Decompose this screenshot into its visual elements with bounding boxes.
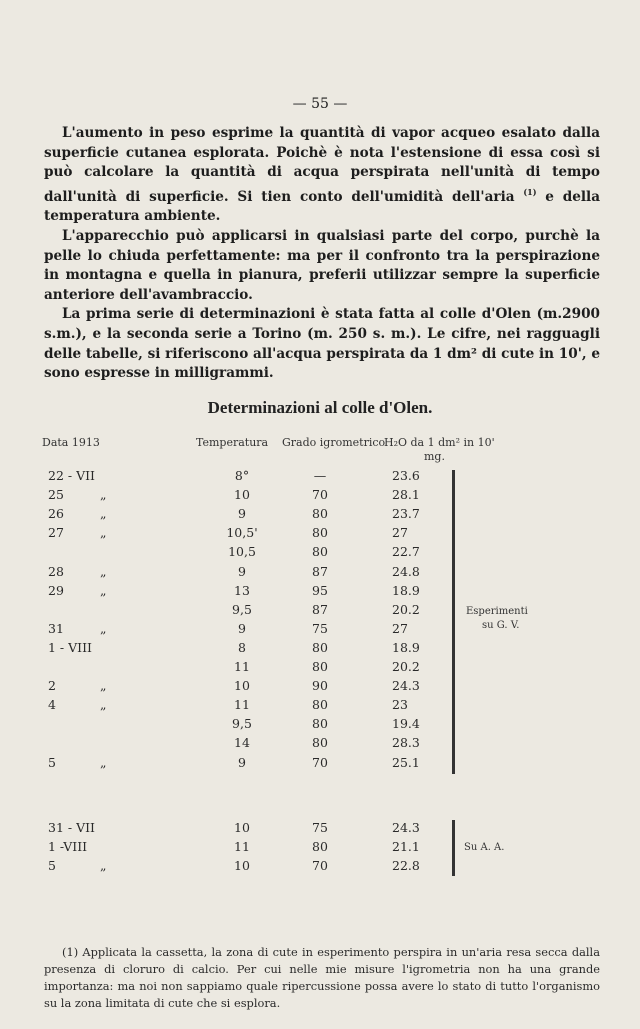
cell-date: 1 - VIII: [48, 639, 92, 655]
paragraph-1-tail: e della temperatura ambiente.: [44, 188, 601, 225]
cell-h2o: 23.7: [392, 506, 420, 522]
cell-h2o: 24.8: [392, 563, 420, 579]
cell-h2o: 20.2: [392, 659, 420, 674]
table-title: Determinazioni al colle d'Olen.: [207, 398, 433, 417]
table-row: [0, 564, 640, 583]
table-row: [0, 839, 640, 858]
brace-series-1: [452, 470, 455, 774]
cell-grado: 80: [312, 839, 328, 855]
table-row: [0, 506, 640, 525]
cell-h2o: 27: [392, 620, 408, 636]
cell-date: 22 - VII: [48, 468, 95, 483]
table-row: [0, 755, 640, 774]
cell-h2o: 23.6: [392, 468, 420, 483]
cell-ditto-mark: „: [100, 525, 107, 541]
header-date: Data 1913: [42, 436, 100, 449]
cell-grado: 80: [312, 639, 328, 655]
cell-temperature: 10: [234, 858, 250, 874]
cell-date: 28: [48, 563, 64, 579]
cell-temperature: 11: [234, 839, 250, 855]
footnote: [44, 944, 600, 1012]
page-number: — 55 —: [292, 96, 348, 112]
table-row: [0, 640, 640, 659]
cell-grado: 80: [312, 659, 328, 674]
brace-series-2: [452, 820, 455, 876]
cell-temperature: 9,5: [232, 601, 252, 617]
table-row: [0, 735, 640, 754]
cell-temperature: 8°: [234, 468, 250, 483]
table-row: [0, 602, 640, 621]
cell-h2o: 24.3: [392, 678, 420, 694]
table-row: [0, 678, 640, 697]
cell-ditto-mark: „: [100, 858, 107, 874]
cell-ditto-mark: „: [100, 754, 107, 770]
note-esperimenti: Esperimenti: [466, 606, 528, 617]
cell-h2o: 28.3: [392, 735, 420, 751]
cell-ditto-mark: „: [100, 697, 107, 713]
cell-temperature: 9: [238, 563, 246, 579]
cell-date: 5: [48, 858, 56, 874]
cell-temperature: 11: [234, 659, 250, 674]
table-row: [0, 468, 640, 487]
cell-date: 27: [48, 525, 64, 541]
cell-ditto-mark: „: [100, 620, 107, 636]
paragraph-3: La prima serie di determinazioni è stata fatta al colle d'Olen (m.2900 s.m.), e la seconda serie a Torino (m. 250 s. m.). Le cifre, nei ragguagli delle tabelle, si riferiscono all'acqua perspirata da 1 dm² di cute in 10', e sono espresse in milligrammi.: [44, 306, 600, 382]
cell-grado: 70: [312, 858, 328, 874]
table-row: [0, 621, 640, 640]
cell-date: 5: [48, 754, 56, 770]
cell-date: 4: [48, 697, 56, 713]
header-h2o-unit: mg.: [424, 450, 445, 463]
cell-h2o: 22.8: [392, 858, 420, 874]
cell-temperature: 9: [238, 620, 246, 636]
table-row: [0, 858, 640, 877]
header-grad: Grado igrometrico: [282, 436, 386, 449]
header-h2o: H₂O da 1 dm² in 10': [384, 436, 495, 449]
table-row: [0, 544, 640, 563]
cell-temperature: 9,5: [232, 716, 252, 732]
cell-h2o: 28.1: [392, 487, 420, 503]
header-temp: Temperatura: [196, 436, 269, 449]
cell-temperature: 11: [234, 697, 250, 713]
cell-date: 26: [48, 506, 64, 522]
paragraph-1-text: L'aumento in peso esprime la quantità di vapor acqueo esalato dalla superficie cutanea esplorata. Poichè è nota l'estensione di essa così si può calcolare la quantità di acqua perspirata nell'unità di tempo dall'unità di superficie. Si tien conto dell'umidità dell'aria: [44, 125, 600, 205]
cell-ditto-mark: „: [100, 563, 107, 579]
cell-grado: 80: [312, 506, 328, 522]
cell-grado: 80: [312, 735, 328, 751]
cell-grado: 80: [312, 697, 328, 713]
cell-temperature: 10: [234, 487, 250, 503]
cell-ditto-mark: „: [100, 487, 107, 503]
cell-grado: 87: [312, 601, 328, 617]
table-row: [0, 487, 640, 506]
cell-h2o: 18.9: [392, 582, 420, 598]
cell-h2o: 18.9: [392, 639, 420, 655]
cell-grado: 70: [312, 754, 328, 770]
cell-h2o: 22.7: [392, 544, 420, 560]
paragraph-1: [44, 124, 600, 227]
cell-grado: 75: [312, 620, 328, 636]
cell-grado: 80: [312, 525, 328, 541]
cell-grado: 80: [312, 716, 328, 732]
cell-h2o: 27: [392, 525, 408, 541]
cell-date: 29: [48, 582, 64, 598]
cell-grado: 70: [312, 487, 328, 503]
cell-grado: 95: [312, 582, 328, 598]
cell-date: 2: [48, 678, 56, 694]
cell-h2o: 25.1: [392, 754, 420, 770]
table-row: [0, 820, 640, 839]
table-row: [0, 583, 640, 602]
paragraph-2: L'apparecchio può applicarsi in qualsiasi parte del corpo, purchè la pelle lo chiuda perfettamente: ma per il confronto tra la perspirazione in montagna e quella in pianura, preferii utilizzar sempre la superficie anteriore dell'avambraccio.: [44, 227, 600, 303]
cell-temperature: 9: [238, 506, 246, 522]
body-text: [44, 124, 600, 384]
cell-temperature: 14: [234, 735, 250, 751]
cell-temperature: 10,5: [228, 544, 256, 560]
cell-date: 1 -VIII: [48, 839, 88, 855]
note-su-aa: Su A. A.: [464, 842, 505, 853]
cell-h2o: 23: [392, 697, 408, 713]
cell-temperature: 10: [234, 678, 250, 694]
cell-temperature: 8: [238, 639, 246, 655]
note-su-gv: su G. V.: [482, 620, 520, 631]
cell-grado: 87: [312, 563, 328, 579]
footnote-ref: (1): [523, 186, 537, 197]
cell-ditto-mark: „: [100, 582, 107, 598]
cell-h2o: 24.3: [392, 820, 420, 835]
table-row: [0, 697, 640, 716]
footnote-text: (1) Applicata la cassetta, la zona di cute in esperimento perspira in un'aria resa secca dalla presenza di cloruro di calcio. Per cui nelle mie misure l'igrometria non ha una grande importanza: ma noi non sappiamo quale ripercussione possa avere lo stato di tutto l'organismo su la zona limitata di cute che si esplora.: [44, 945, 600, 1010]
cell-h2o: 20.2: [392, 601, 420, 617]
cell-grado: 80: [312, 544, 328, 560]
cell-temperature: 10: [234, 820, 250, 835]
cell-ditto-mark: „: [100, 506, 107, 522]
cell-h2o: 21.1: [392, 839, 420, 855]
cell-h2o: 19.4: [392, 716, 420, 732]
table-row: [0, 716, 640, 735]
table-row: [0, 525, 640, 544]
cell-grado: —: [313, 468, 327, 483]
cell-ditto-mark: „: [100, 678, 107, 694]
cell-grado: 90: [312, 678, 328, 694]
cell-date: 25: [48, 487, 64, 503]
cell-temperature: 13: [234, 582, 250, 598]
table-row: [0, 659, 640, 678]
cell-date: 31: [48, 620, 64, 636]
cell-temperature: 9: [238, 754, 246, 770]
cell-temperature: 10,5': [226, 525, 258, 541]
cell-grado: 75: [312, 820, 328, 835]
cell-date: 31 - VII: [48, 820, 95, 835]
